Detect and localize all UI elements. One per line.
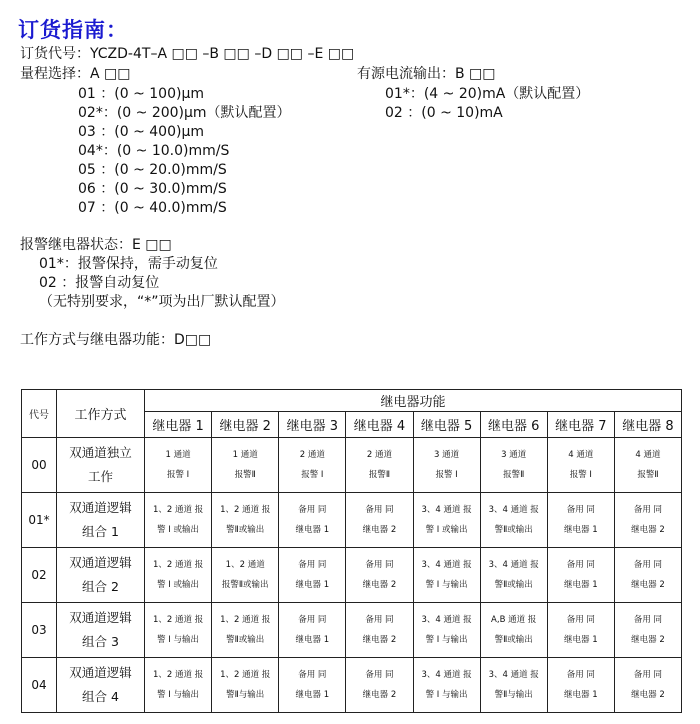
- relay-cell-line: 继电器 1: [295, 525, 330, 535]
- relay-cell-line: 3 通道: [501, 450, 527, 460]
- relay-cell-line: 警Ⅱ或输出: [494, 580, 533, 590]
- table-row: [22, 438, 682, 493]
- relay-cell-line: 1 通道: [165, 450, 191, 460]
- relay-cell: [279, 493, 346, 548]
- relay-cell: [614, 548, 681, 603]
- row-mode-line: 工作: [87, 469, 113, 484]
- relay-cell-line: 3 通道: [434, 450, 460, 460]
- relay-cell-line: 警 I 或输出: [157, 525, 200, 535]
- relay-cell: [212, 603, 279, 658]
- relay-cell-line: 警 I 与输出: [425, 580, 468, 590]
- relay-cell-line: 1、2 通道 报: [152, 560, 204, 570]
- range-label: 量程选择：A □□: [20, 66, 131, 82]
- relay-cell-line: 备用 同: [633, 615, 663, 625]
- relay-cell-line: 4 通道: [635, 450, 661, 460]
- relay-cell: [279, 603, 346, 658]
- relay-cell-line: 报警Ⅱ: [368, 470, 391, 480]
- relay-cell-line: 继电器 1: [564, 690, 598, 700]
- relay-cell-line: 继电器 2: [362, 525, 397, 535]
- row-mode: [57, 658, 145, 713]
- relay-function-table: [21, 389, 682, 713]
- range-option: 04*：(0 ~ 10.0)mm/S: [78, 143, 230, 159]
- relay-cell-line: 报警 I: [569, 470, 592, 480]
- relay-cell: [413, 603, 480, 658]
- relay-cell: [212, 658, 279, 713]
- range-option: 02*：(0 ~ 200)μm（默认配置）: [78, 105, 291, 121]
- range-option: 07 ：(0 ~ 40.0)mm/S: [78, 200, 227, 216]
- relay-cell-line: 警 I 或输出: [157, 580, 200, 590]
- relay-cell-line: 备用 同: [633, 670, 663, 680]
- table-row: [22, 658, 682, 713]
- code-header-cell: [22, 390, 57, 438]
- alarm-relay-option: 01*：报警保持，需手动复位: [39, 256, 218, 272]
- row-mode: [57, 603, 145, 658]
- current-output-option: 02 ：(0 ~ 10)mA: [385, 105, 503, 121]
- relay-cell-line: 3、4 通道 报: [488, 670, 539, 680]
- relay-cell-line: 报警 I: [301, 470, 324, 480]
- range-option: 05 ：(0 ~ 20.0)mm/S: [78, 162, 227, 178]
- relay-cell-line: 3、4 通道 报: [421, 560, 472, 570]
- relay-cell-line: 备用 同: [633, 505, 663, 515]
- relay-cell-line: 继电器 1: [295, 690, 330, 700]
- relay-cell: [346, 493, 413, 548]
- relay-cell: [413, 438, 480, 493]
- relay-cell-line: 1、2 通道 报: [152, 670, 204, 680]
- row-mode-line: 双通道逻辑: [69, 665, 132, 680]
- relay-cell-line: 继电器 2: [631, 690, 665, 700]
- relay-cell: [279, 438, 346, 493]
- relay-cell-line: 备用 同: [365, 670, 394, 680]
- relay-cell-line: 2 通道: [366, 450, 392, 460]
- row-code: 03: [22, 603, 57, 658]
- relay-cell-line: 警 I 与输出: [157, 690, 200, 700]
- relay-cell-line: 继电器 2: [631, 580, 665, 590]
- row-mode-line: 双通道逻辑: [69, 610, 132, 625]
- relay-cell: [413, 548, 480, 603]
- relay-cell-line: 备用 同: [365, 560, 394, 570]
- row-mode-line: 双通道逻辑: [69, 555, 132, 570]
- relay-cell: [346, 658, 413, 713]
- relay-cell-line: 1、2 通道 报: [220, 615, 271, 625]
- relay-cell: [480, 603, 547, 658]
- table-row: [22, 493, 682, 548]
- relay-cell: [480, 493, 547, 548]
- relay-cell: [145, 603, 212, 658]
- range-option: 01 ：(0 ~ 100)μm: [78, 86, 204, 102]
- relay-cell-line: 1、2 通道 报: [152, 505, 204, 515]
- relay-cell-line: 备用 同: [298, 560, 327, 570]
- relay-cell-line: 警Ⅱ或输出: [226, 635, 265, 645]
- relay-cell-line: 1、2 通道 报: [220, 670, 271, 680]
- relay-cell-line: 继电器 2: [362, 635, 397, 645]
- relay-cell-line: 报警 I: [166, 470, 190, 480]
- relay-cell-line: 警Ⅱ与输出: [226, 690, 265, 700]
- relay-function-header: 继电器功能: [380, 395, 446, 410]
- relay-cell-line: 1、2 通道: [225, 560, 265, 570]
- relay-cell: [547, 658, 614, 713]
- relay-cell: [346, 603, 413, 658]
- relay-cell-line: 备用 同: [298, 615, 327, 625]
- row-mode: [57, 493, 145, 548]
- relay-cell-line: 3、4 通道 报: [421, 670, 472, 680]
- relay-cell-line: 备用 同: [365, 615, 394, 625]
- relay-cell: [547, 548, 614, 603]
- relay-cell-line: 警Ⅱ或输出: [494, 635, 533, 645]
- relay-cell: [480, 438, 547, 493]
- relay-header: 继电器 2: [212, 412, 279, 438]
- row-mode-line: 组合 4: [82, 689, 119, 704]
- relay-cell: [614, 603, 681, 658]
- relay-cell-line: 警 I 与输出: [425, 690, 468, 700]
- relay-cell-line: 备用 同: [298, 670, 327, 680]
- table-row: [22, 603, 682, 658]
- alarm-relay-option: 02 ：报警自动复位: [39, 275, 160, 291]
- relay-cell-line: 报警 I: [435, 470, 458, 480]
- relay-cell-line: 报警Ⅱ: [503, 470, 525, 480]
- relay-cell-line: 警 I 与输出: [425, 635, 468, 645]
- mode-header: 工作方式: [74, 408, 127, 423]
- row-mode-line: 组合 2: [82, 579, 119, 594]
- relay-cell: [614, 438, 681, 493]
- order-code: 订货代号：YCZD-4T–A □□ –B □□ –D □□ –E □□: [20, 46, 355, 62]
- relay-cell: [145, 493, 212, 548]
- relay-cell: [279, 658, 346, 713]
- row-mode-line: 双通道独立: [69, 445, 132, 460]
- relay-cell-line: 警 I 与输出: [157, 635, 200, 645]
- relay-cell: [547, 438, 614, 493]
- relay-cell-line: 报警Ⅱ: [234, 470, 256, 480]
- relay-cell-line: 3、4 通道 报: [421, 615, 472, 625]
- relay-cell: [480, 548, 547, 603]
- work-mode-label: 工作方式与继电器功能：D□□: [20, 332, 212, 348]
- relay-cell-line: 继电器 2: [362, 690, 397, 700]
- relay-cell: [346, 438, 413, 493]
- relay-cell: [279, 548, 346, 603]
- relay-cell: [212, 548, 279, 603]
- row-code: 04: [22, 658, 57, 713]
- table-row: [22, 548, 682, 603]
- relay-cell: [413, 493, 480, 548]
- relay-cell-line: 备用 同: [566, 505, 595, 515]
- relay-header: 继电器 8: [614, 412, 681, 438]
- relay-cell-line: 继电器 2: [631, 525, 665, 535]
- page-title: 订货指南：: [18, 18, 128, 42]
- relay-cell-line: 2 通道: [299, 450, 325, 460]
- relay-cell: [145, 548, 212, 603]
- relay-cell-line: 3、4 通道 报: [421, 505, 472, 515]
- relay-cell-line: 3、4 通道 报: [488, 505, 539, 515]
- relay-cell-line: 备用 同: [566, 560, 595, 570]
- relay-cell: [212, 493, 279, 548]
- relay-cell-line: 继电器 1: [564, 635, 598, 645]
- relay-header: 继电器 1: [145, 412, 212, 438]
- relay-cell: [614, 493, 681, 548]
- relay-cell-line: 继电器 1: [564, 525, 598, 535]
- alarm-relay-note: （无特别要求，“*”项为出厂默认配置）: [39, 294, 285, 310]
- row-code: 00: [22, 438, 57, 493]
- relay-cell-line: 警Ⅱ或输出: [226, 525, 265, 535]
- relay-cell: [145, 438, 212, 493]
- relay-cell-line: 报警Ⅱ: [637, 470, 659, 480]
- relay-cell-line: 4 通道: [568, 450, 594, 460]
- relay-cell: [547, 493, 614, 548]
- relay-cell-line: 备用 同: [633, 560, 663, 570]
- relay-header: 继电器 6: [480, 412, 547, 438]
- relay-cell-line: 警 I 或输出: [425, 525, 468, 535]
- mode-header-cell: [57, 390, 145, 438]
- relay-cell-line: 继电器 2: [631, 635, 665, 645]
- relay-header: 继电器 4: [346, 412, 413, 438]
- relay-cell-line: 3、4 通道 报: [488, 560, 539, 570]
- row-mode: [57, 548, 145, 603]
- row-mode-line: 双通道逻辑: [69, 500, 132, 515]
- relay-cell-line: 备用 同: [566, 615, 595, 625]
- relay-cell: [145, 658, 212, 713]
- range-option: 03 ：(0 ~ 400)μm: [78, 124, 204, 140]
- relay-header: 继电器 7: [547, 412, 614, 438]
- relay-cell-line: 1、2 通道 报: [152, 615, 204, 625]
- relay-cell: [212, 438, 279, 493]
- relay-cell: [480, 658, 547, 713]
- row-code: 01*: [22, 493, 57, 548]
- range-option: 06 ：(0 ~ 30.0)mm/S: [78, 181, 227, 197]
- relay-header: 继电器 3: [279, 412, 346, 438]
- relay-cell-line: 警Ⅱ与输出: [494, 690, 533, 700]
- row-mode-line: 组合 3: [82, 634, 119, 649]
- relay-cell-line: 备用 同: [365, 505, 394, 515]
- relay-header: 继电器 5: [413, 412, 480, 438]
- relay-cell-line: 警Ⅱ或输出: [494, 525, 533, 535]
- relay-cell-line: 继电器 1: [295, 580, 330, 590]
- relay-cell-line: 继电器 2: [362, 580, 397, 590]
- row-code: 02: [22, 548, 57, 603]
- relay-cell-line: 备用 同: [566, 670, 595, 680]
- relay-cell-line: A,B 通道 报: [491, 615, 537, 625]
- current-output-label: 有源电流输出：B □□: [357, 66, 496, 82]
- row-mode-line: 组合 1: [82, 524, 119, 539]
- row-mode: [57, 438, 145, 493]
- relay-cell-line: 备用 同: [298, 505, 327, 515]
- relay-cell-line: 继电器 1: [295, 635, 330, 645]
- relay-cell-line: 1、2 通道 报: [220, 505, 271, 515]
- current-output-option: 01*：(4 ~ 20)mA（默认配置）: [385, 86, 590, 102]
- relay-cell-line: 继电器 1: [564, 580, 598, 590]
- relay-cell: [413, 658, 480, 713]
- relay-function-header-cell: [145, 390, 682, 412]
- code-header: 代号: [29, 410, 49, 421]
- alarm-relay-label: 报警继电器状态：E □□: [20, 237, 172, 253]
- relay-cell: [547, 603, 614, 658]
- relay-cell: [346, 548, 413, 603]
- relay-cell: [614, 658, 681, 713]
- relay-cell-line: 1 通道: [232, 450, 258, 460]
- relay-cell-line: 报警Ⅱ或输出: [221, 580, 269, 590]
